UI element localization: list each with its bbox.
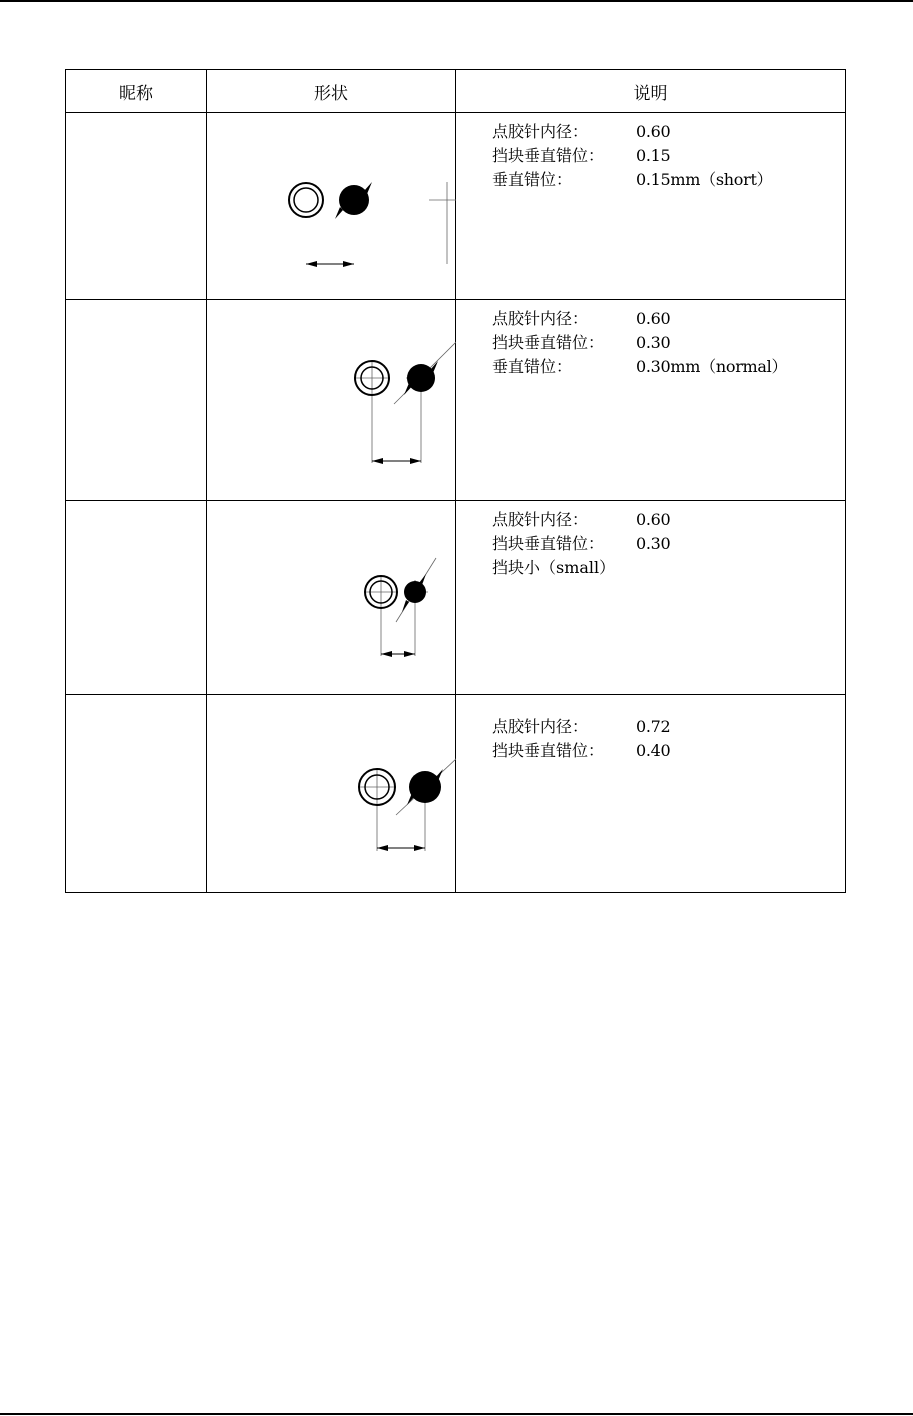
nickname-cell — [66, 300, 207, 501]
shape-cell — [207, 695, 456, 893]
nickname-cell — [66, 113, 207, 300]
page-top-rule — [0, 0, 913, 2]
header-nickname: 昵称 — [66, 70, 207, 113]
desc-line: 垂直错位： 0.30mm（normal） — [492, 357, 788, 376]
desc-line: 挡块垂直错位： 0.30 — [492, 333, 671, 352]
desc-line: 点胶针内径： 0.60 — [492, 122, 671, 141]
description-cell — [456, 695, 846, 893]
desc-line: 点胶针内径： 0.60 — [492, 510, 671, 529]
needle-offset-diagram — [207, 695, 456, 893]
desc-line: 垂直错位： 0.15mm（short） — [492, 170, 773, 189]
table-row — [66, 501, 846, 695]
shape-cell — [207, 501, 456, 695]
table-row — [66, 695, 846, 893]
shape-cell — [207, 300, 456, 501]
desc-line: 挡块垂直错位： 0.30 — [492, 534, 671, 553]
description-cell — [456, 300, 846, 501]
table-row — [66, 300, 846, 501]
table-row — [66, 113, 846, 300]
desc-line: 点胶针内径： 0.60 — [492, 309, 671, 328]
needle-offset-diagram — [207, 300, 456, 501]
desc-line: 挡块小（small） — [492, 558, 616, 577]
description-cell — [456, 113, 846, 300]
table-header-row — [66, 70, 846, 113]
nickname-cell — [66, 501, 207, 695]
desc-line: 挡块垂直错位： 0.40 — [492, 741, 671, 760]
nickname-cell — [66, 695, 207, 893]
needle-shape-table — [65, 69, 846, 893]
needle-offset-diagram — [207, 501, 456, 695]
header-description: 说明 — [456, 70, 846, 113]
description-cell — [456, 501, 846, 695]
header-shape: 形状 — [207, 70, 456, 113]
desc-line: 挡块垂直错位： 0.15 — [492, 146, 671, 165]
page-bottom-rule — [0, 1413, 913, 1415]
needle-offset-diagram — [207, 113, 456, 300]
desc-line: 点胶针内径： 0.72 — [492, 717, 671, 736]
shape-cell — [207, 113, 456, 300]
